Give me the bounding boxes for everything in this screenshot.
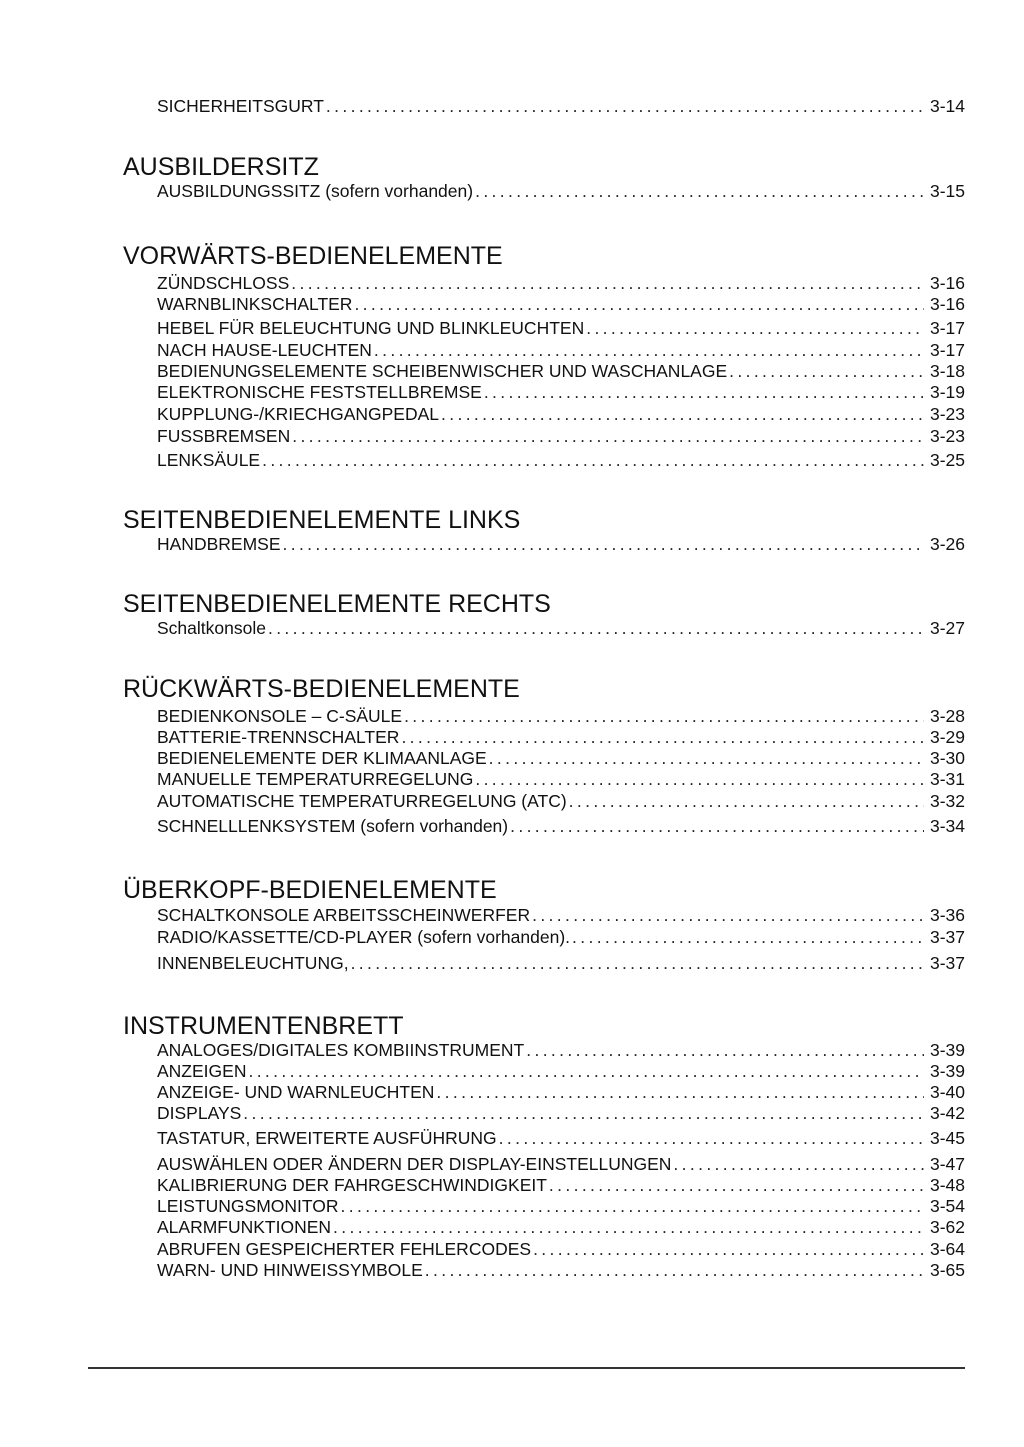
section-heading-vorwaerts-bedienelemente: VORWÄRTS-BEDIENELEMENTE (123, 242, 503, 270)
toc-entry-title: ZÜNDSCHLOSS (157, 273, 290, 293)
toc-entry[interactable] (157, 815, 965, 837)
dot-leader (436, 1081, 924, 1103)
toc-entry[interactable] (157, 1081, 965, 1103)
toc-entry-page: 3-62 (929, 1217, 965, 1237)
toc-entry[interactable] (157, 293, 965, 315)
toc-entry-page: 3-16 (929, 273, 965, 293)
toc-entry-page: 3-54 (929, 1196, 965, 1216)
section-heading-seitenbedienelemente-rechts: SEITENBEDIENELEMENTE RECHTS (123, 590, 551, 618)
toc-entry-title: BEDIENKONSOLE – C-SÄULE (157, 706, 403, 726)
toc-entry-page: 3-30 (929, 748, 965, 768)
toc-entry-title: RADIO/KASSETTE/CD-PLAYER (sofern vorhanden). (157, 927, 571, 947)
toc-entry-title: DISPLAYS (157, 1103, 242, 1123)
toc-entry-title: ANZEIGE- UND WARNLEUCHTEN (157, 1082, 435, 1102)
toc-entry-page: 3-14 (929, 96, 965, 116)
dot-leader (475, 768, 924, 790)
toc-entry-title: KUPPLUNG-/KRIECHGANGPEDAL (157, 404, 440, 424)
toc-entry-page: 3-26 (929, 534, 965, 554)
toc-entry-title: ALARMFUNKTIONEN (157, 1217, 332, 1237)
dot-leader (510, 815, 924, 837)
toc-entry-title: ANZEIGEN (157, 1061, 247, 1081)
toc-entry[interactable] (157, 403, 965, 425)
toc-entry-page: 3-47 (929, 1154, 965, 1174)
toc-entry-title: KALIBRIERUNG DER FAHRGESCHWINDIGKEIT (157, 1175, 547, 1195)
toc-entry[interactable] (157, 952, 965, 974)
toc-entry[interactable] (157, 339, 965, 361)
dot-leader (351, 952, 924, 974)
dot-leader (268, 617, 924, 639)
dot-leader (292, 425, 924, 447)
toc-entry[interactable] (157, 726, 965, 748)
toc-entry[interactable] (157, 1060, 965, 1082)
toc-entry-page: 3-28 (929, 706, 965, 726)
toc-entry-page: 3-39 (929, 1061, 965, 1081)
dot-leader (354, 293, 924, 315)
toc-entry[interactable] (157, 1153, 965, 1175)
toc-entry[interactable] (157, 768, 965, 790)
dot-leader (333, 1216, 924, 1238)
dot-leader (425, 1259, 924, 1281)
section-heading-ausbildersitz: AUSBILDERSITZ (123, 153, 319, 181)
toc-entry-title: SICHERHEITSGURT (157, 96, 324, 116)
toc-entry[interactable] (157, 617, 965, 639)
dot-leader (586, 317, 924, 339)
dot-leader (532, 904, 924, 926)
toc-entry-page: 3-39 (929, 1040, 965, 1060)
toc-entry[interactable] (157, 1127, 965, 1149)
toc-entry-page: 3-16 (929, 294, 965, 314)
toc-entry-title: SCHALTKONSOLE ARBEITSSCHEINWERFER (157, 905, 531, 925)
toc-entry-title: HEBEL FÜR BELEUCHTUNG UND BLINKLEUCHTEN (157, 318, 585, 338)
toc-entry-title: HANDBREMSE (157, 534, 281, 554)
toc-entry-title: NACH HAUSE-LEUCHTEN (157, 340, 372, 360)
dot-leader (499, 1127, 924, 1149)
section-heading-rueckwaerts-bedienelemente: RÜCKWÄRTS-BEDIENELEMENTE (123, 675, 520, 703)
toc-entry-page: 3-18 (929, 361, 965, 381)
dot-leader (729, 360, 924, 382)
toc-entry-page: 3-45 (929, 1128, 965, 1148)
toc-entry-title: LENKSÄULE (157, 450, 261, 470)
toc-entry-page: 3-42 (929, 1103, 965, 1123)
toc-entry[interactable] (157, 360, 965, 382)
toc-entry-page: 3-17 (929, 318, 965, 338)
toc-entry-title: AUSBILDUNGSSITZ (sofern vorhanden) (157, 181, 474, 201)
dot-leader (404, 705, 924, 727)
toc-entry[interactable] (157, 1195, 965, 1217)
dot-leader (569, 790, 924, 812)
toc-entry[interactable] (157, 1238, 965, 1260)
toc-entry-title: MANUELLE TEMPERATURREGELUNG (157, 769, 474, 789)
toc-entry-title: WARNBLINKSCHALTER (157, 294, 353, 314)
dot-leader (291, 272, 924, 294)
toc-entry-page: 3-29 (929, 727, 965, 747)
dot-leader (341, 1195, 924, 1217)
toc-entry-title: ABRUFEN GESPEICHERTER FEHLERCODES (157, 1239, 532, 1259)
toc-entry-title: Schaltkonsole (157, 618, 266, 638)
toc-entry-page: 3-27 (929, 618, 965, 638)
dot-leader (484, 381, 924, 403)
section-heading-instrumentenbrett: INSTRUMENTENBRETT (123, 1012, 404, 1040)
toc-entry[interactable] (157, 1259, 965, 1281)
toc-entry-page: 3-37 (929, 927, 965, 947)
dot-leader (401, 726, 924, 748)
dot-leader (262, 449, 924, 471)
toc-entry-page: 3-36 (929, 905, 965, 925)
toc-entry-title: TASTATUR, ERWEITERTE AUSFÜHRUNG (157, 1128, 497, 1148)
dot-leader (475, 180, 924, 202)
toc-entry-page: 3-32 (929, 791, 965, 811)
toc-entry[interactable] (157, 95, 965, 117)
toc-entry[interactable] (157, 705, 965, 727)
toc-entry-title: SCHNELLLENKSYSTEM (sofern vorhanden) (157, 816, 509, 836)
toc-entry[interactable] (157, 790, 965, 812)
toc-entry[interactable] (157, 449, 965, 471)
toc-entry-title: BEDIENELEMENTE DER KLIMAANLAGE (157, 748, 487, 768)
dot-leader (673, 1153, 924, 1175)
toc-entry-title: AUSWÄHLEN ODER ÄNDERN DER DISPLAY-EINSTELLUNGEN (157, 1154, 672, 1174)
toc-entry-page: 3-40 (929, 1082, 965, 1102)
footer-rule (88, 1367, 965, 1369)
toc-entry[interactable] (157, 381, 965, 403)
toc-entry-page: 3-17 (929, 340, 965, 360)
toc-entry-title: BATTERIE-TRENNSCHALTER (157, 727, 400, 747)
toc-entry[interactable] (157, 533, 965, 555)
dot-leader (374, 339, 924, 361)
toc-entry-page: 3-31 (929, 769, 965, 789)
toc-entry-title: BEDIENUNGSELEMENTE SCHEIBENWISCHER UND WASCHANLAGE (157, 361, 728, 381)
toc-entry-title: INNENBELEUCHTUNG, (157, 953, 349, 973)
toc-entry[interactable] (157, 317, 965, 339)
toc-entry-title: ANALOGES/DIGITALES KOMBIINSTRUMENT (157, 1040, 525, 1060)
toc-entry-page: 3-15 (929, 181, 965, 201)
toc-entry-page: 3-34 (929, 816, 965, 836)
toc-entry[interactable] (157, 425, 965, 447)
toc-entry-page: 3-48 (929, 1175, 965, 1195)
toc-entry-title: LEISTUNGSMONITOR (157, 1196, 339, 1216)
dot-leader (441, 403, 924, 425)
toc-entry-title: ELEKTRONISCHE FESTSTELLBREMSE (157, 382, 482, 402)
toc-entry[interactable] (157, 1102, 965, 1124)
toc-entry-page: 3-23 (929, 404, 965, 424)
dot-leader (326, 95, 924, 117)
toc-entry-page: 3-64 (929, 1239, 965, 1259)
toc-entry-title: FUSSBREMSEN (157, 426, 291, 446)
section-heading-seitenbedienelemente-links: SEITENBEDIENELEMENTE LINKS (123, 506, 521, 534)
dot-leader (243, 1102, 924, 1124)
toc-entry[interactable] (157, 1174, 965, 1196)
toc-entry-page: 3-25 (929, 450, 965, 470)
dot-leader (283, 533, 924, 555)
toc-entry[interactable] (157, 747, 965, 769)
dot-leader (489, 747, 924, 769)
dot-leader (526, 1039, 924, 1061)
toc-entry-page: 3-19 (929, 382, 965, 402)
toc-entry[interactable] (157, 180, 965, 202)
toc-entry-page: 3-37 (929, 953, 965, 973)
dot-leader (248, 1060, 924, 1082)
toc-entry-title: AUTOMATISCHE TEMPERATURREGELUNG (ATC) (157, 791, 567, 811)
toc-entry[interactable] (157, 1216, 965, 1238)
dot-leader (572, 926, 924, 948)
toc-entry-page: 3-65 (929, 1260, 965, 1280)
toc-entry[interactable] (157, 272, 965, 294)
toc-entry[interactable] (157, 1039, 965, 1061)
toc-entry[interactable] (157, 926, 965, 948)
toc-entry[interactable] (157, 904, 965, 926)
dot-leader (549, 1174, 924, 1196)
toc-entry-page: 3-23 (929, 426, 965, 446)
section-heading-ueberkopf-bedienelemente: ÜBERKOPF-BEDIENELEMENTE (123, 876, 497, 904)
toc-entry-title: WARN- UND HINWEISSYMBOLE (157, 1260, 423, 1280)
dot-leader (533, 1238, 924, 1260)
